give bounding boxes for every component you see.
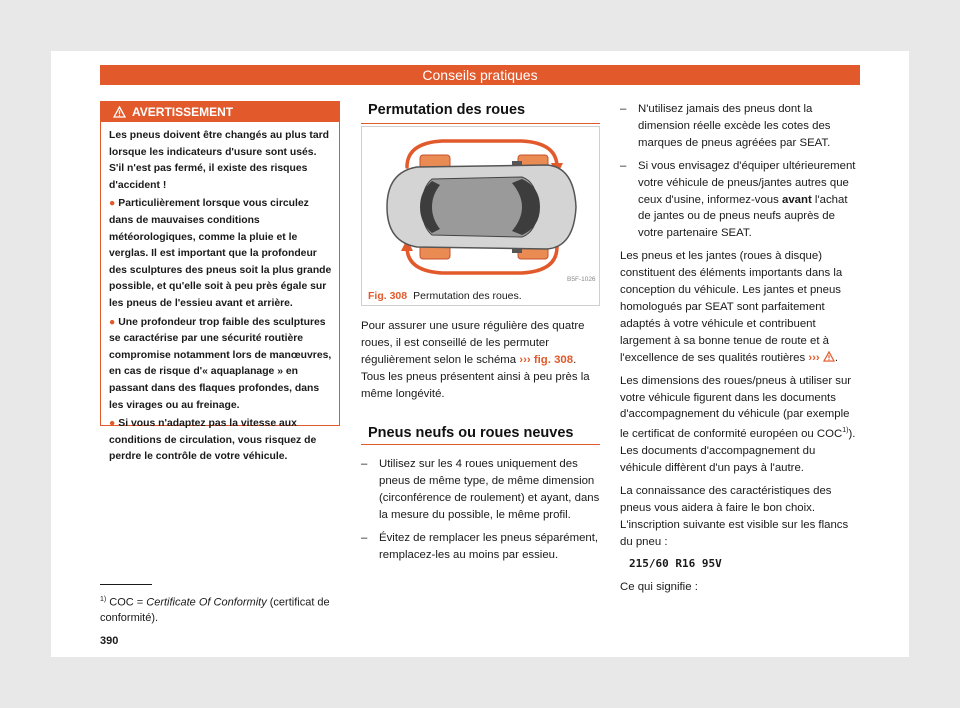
warning-bullet: ● Particulièrement lorsque vous circulez dans de mauvaises conditions météorologiques, comme la pluie et le verglas. Il est important que la profondeur des sculptures des pneus soit la plus grande possible, et qu'elle soit à peu près égale sur les pneus de l'essieu avant et arrière. — [109, 198, 332, 309]
warning-box — [100, 101, 340, 463]
permutation-paragraph: Pour assurer une usure régulière des quatre roues, il est conseillé de les permuter régulièrement selon le schéma ››› fig. 308. Tous les pneus présentent ainsi à peu près la même longévité. — [361, 320, 590, 400]
warning-triangle-icon — [113, 106, 126, 118]
warning-bullet: ● Une profondeur trop faible des sculptures se caractérise par une sécurité routière compromise notamment lors de manœuvres, en cas de risque d'« aquaplanage » en passant dans des flaques profondes, dans les virages ou au freinage. — [109, 316, 332, 411]
paragraph-meaning: Ce qui signifie : — [620, 581, 698, 594]
section-title-permutation: Permutation des roues — [368, 102, 526, 118]
list-item: – Utilisez sur les 4 roues uniquement des pneus de même type, de même dimension (circonférence de roulement) et ayant, dans la mesure du possible, le même profil. — [361, 458, 600, 521]
warning-reference-link[interactable]: ››› — [808, 352, 835, 364]
right-column-text — [620, 101, 858, 602]
car-top-view-illustration — [362, 127, 599, 287]
figure-308 — [361, 126, 600, 306]
section-rule — [361, 123, 600, 124]
footnote-marker: 1) — [100, 596, 107, 603]
figure-code: B5F-1026 — [567, 276, 596, 283]
figure-caption: Fig. 308 Permutation des roues. — [368, 290, 522, 302]
bullet-dot-icon: ● — [109, 316, 116, 328]
paragraph-dimensions: Les dimensions des roues/pneus à utiliser sur votre véhicule figurent dans les documents d'accompagnement du véhicule (par exemple le certificat de conformité européen ou COC$^{1)}$). Les documents d'accompagnement du véhicule diffèrent d'un pays à l'autre. — [620, 374, 856, 474]
page-number: 390 — [100, 635, 119, 647]
footnote-rule — [100, 584, 152, 585]
warning-header — [101, 102, 339, 122]
warning-triangle-icon — [823, 351, 835, 362]
warning-bullet: ● Si vous n'adaptez pas la vitesse aux conditions de circulation, vous risquez de perdre le contrôle de votre véhicule. — [109, 418, 317, 463]
bullet-dot-icon: ● — [109, 418, 116, 430]
new-tyres-list — [361, 456, 601, 569]
list-item: – Évitez de remplacer les pneus séparément, remplacez-les au moins par essieu. — [361, 531, 599, 561]
warning-body — [101, 122, 339, 466]
list-item: – Si vous envisagez d'équiper ultérieurement votre véhicule de pneus/jantes autres que ceux d'usine, informez-vous avant l'achat de jantes ou de pneus neufs auprès de votre partenaire SEAT. — [620, 159, 856, 240]
warning-title: AVERTISSEMENT — [132, 105, 234, 119]
figure-number: Fig. 308 — [368, 290, 408, 302]
bullet-dot-icon: ● — [109, 198, 116, 210]
section-rule — [361, 444, 600, 445]
chapter-header: Conseils pratiques — [100, 65, 860, 85]
warning-intro: Les pneus doivent être changés au plus tard lorsque les indicateurs d'usure sont usés. S'il n'est pas fermé, il existe des risques d'accident ! — [109, 130, 329, 191]
paragraph-rims: Les pneus et les jantes (roues à disque) constituent des éléments importants dans la conception du véhicule. Les jantes et pneus homologués par SEAT sont parfaitement adaptés à votre véhicule et contribuent largement à sa bonne tenue de route et à l'excellence de ses qualités routières ››› . — [620, 250, 843, 364]
footnote: $^{1)}$ COC = Certificate Of Conformity (certificat de conformité). — [100, 596, 330, 624]
section-title-new-tyres: Pneus neufs ou roues neuves — [368, 425, 574, 441]
list-item: – N'utilisez jamais des pneus dont la dimension réelle excède les cotes des marques de pneus agréées par SEAT. — [620, 103, 831, 149]
figure-reference-link[interactable]: ››› fig. 308 — [519, 353, 574, 366]
paragraph-characteristics: La connaissance des caractéristiques des pneus vous aidera à faire le bon choix. L'inscription suivante est visible sur les flancs du pneu : — [620, 484, 849, 548]
tyre-code: 215/60 R16 95V — [629, 557, 722, 571]
